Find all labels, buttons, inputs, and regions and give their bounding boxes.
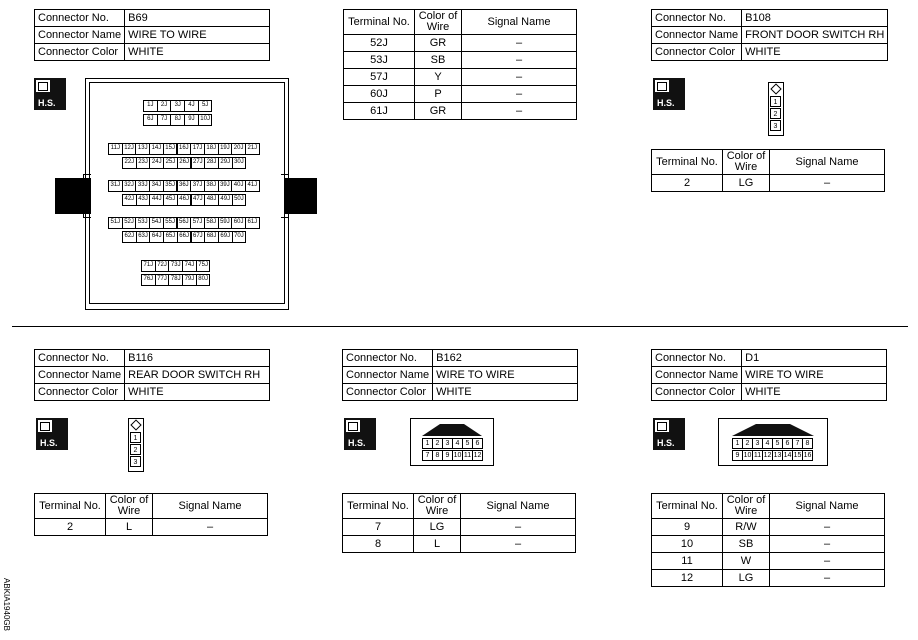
- terminal-row: [652, 519, 885, 536]
- wire-color-cell: SB: [415, 52, 462, 69]
- signal-name-cell: –: [462, 35, 577, 52]
- b69-pin: 16J: [177, 143, 192, 155]
- b108-connector-color-label: Connector Color: [652, 44, 742, 61]
- wire-color-cell: LG: [414, 519, 461, 536]
- b69-pin: 54J: [149, 217, 164, 229]
- b69-pin: 40J: [231, 180, 246, 192]
- b116-terminal-table: [34, 493, 268, 536]
- b162-connector-name-label: Connector Name: [343, 367, 433, 384]
- b69-pin: 49J: [218, 194, 233, 206]
- b108-pin: 2: [770, 108, 781, 119]
- b108-terminal-table: [651, 149, 885, 192]
- b69-info-table: [34, 9, 270, 61]
- b69-pin: 41J: [245, 180, 260, 192]
- b69-pin: 59J: [218, 217, 233, 229]
- b162-pin: 6: [472, 438, 483, 449]
- b69-pin: 31J: [108, 180, 123, 192]
- b69-pin: 46J: [177, 194, 192, 206]
- b69-pin: 2J: [157, 100, 172, 112]
- hs-harness-side-icon: H.S.: [653, 78, 685, 110]
- d1-connector-name-label: Connector Name: [652, 367, 742, 384]
- b69-pin: 65J: [163, 231, 178, 243]
- b162-terminal-table: [342, 493, 576, 553]
- b116-info-table: [34, 349, 270, 401]
- b69-pin: 24J: [149, 157, 164, 169]
- b69-connector-no-value: B69: [125, 10, 270, 27]
- b69-pin: 57J: [190, 217, 205, 229]
- terminal-row: [652, 553, 885, 570]
- b69-pin: 73J: [168, 260, 183, 272]
- d1-pin: 12: [763, 452, 772, 459]
- d1-pin: 7: [792, 438, 803, 449]
- d1-connector-no-label: Connector No.: [652, 350, 742, 367]
- b69-pin: 27J: [191, 157, 206, 169]
- wire-color-cell: GR: [415, 103, 462, 120]
- signal-name-cell: –: [770, 570, 885, 587]
- b108-connector-name-value: FRONT DOOR SWITCH RH: [742, 27, 888, 44]
- terminal-row: [344, 86, 577, 103]
- hs-harness-side-icon: H.S.: [34, 78, 66, 110]
- b69-pin: 18J: [204, 143, 219, 155]
- d1-connector-color-value: WHITE: [742, 384, 887, 401]
- b69-pin: 23J: [136, 157, 151, 169]
- terminal-no-cell: 61J: [344, 103, 415, 120]
- b69-pin: 62J: [122, 231, 137, 243]
- d1-connector-face: [718, 418, 828, 466]
- terminal-row: [35, 519, 268, 536]
- b108-connector-no-value: B108: [742, 10, 888, 27]
- b162-pin: 12: [473, 452, 482, 459]
- terminal-no-cell: 53J: [344, 52, 415, 69]
- signal-name-cell: –: [462, 86, 577, 103]
- section-divider: [12, 326, 908, 327]
- b69-pin: 45J: [163, 194, 178, 206]
- wire-color-cell: W: [723, 553, 770, 570]
- d1-connector-name-value: WIRE TO WIRE: [742, 367, 887, 384]
- b69-pin: 35J: [163, 180, 178, 192]
- d1-pin: 2: [742, 438, 753, 449]
- wire-color-cell: LG: [723, 175, 770, 192]
- b108-pin: 1: [770, 96, 781, 107]
- b108-terminal-no-header: Terminal No.: [652, 150, 723, 175]
- b108-pin: 3: [770, 120, 781, 131]
- b69-pin: 63J: [136, 231, 151, 243]
- b69-pin: 1J: [143, 100, 158, 112]
- b69-pin: 28J: [204, 157, 219, 169]
- b162-pin: 2: [432, 438, 443, 449]
- b69-color-header: Color of Wire: [415, 10, 462, 35]
- terminal-no-cell: 11: [652, 553, 723, 570]
- b69-pin: 10J: [198, 114, 213, 126]
- b162-connector-face: [410, 418, 494, 466]
- b69-pin: 39J: [218, 180, 233, 192]
- b108-info-table: [651, 9, 888, 61]
- b69-pin: 32J: [122, 180, 137, 192]
- b69-pin: 5J: [198, 100, 213, 112]
- d1-terminal-table: [651, 493, 885, 587]
- b108-connector-no-label: Connector No.: [652, 10, 742, 27]
- b69-pin: 34J: [149, 180, 164, 192]
- d1-pin: 14: [783, 452, 792, 459]
- b162-pin: 11: [463, 452, 472, 459]
- b69-connector-color-label: Connector Color: [35, 44, 125, 61]
- b69-pin: 66J: [177, 231, 192, 243]
- b69-signal-header: Signal Name: [462, 10, 577, 35]
- b69-pin: 30J: [232, 157, 247, 169]
- b162-pin: 1: [422, 438, 433, 449]
- b162-connector-color-value: WHITE: [433, 384, 578, 401]
- b69-pin: 68J: [204, 231, 219, 243]
- b162-pin: 8: [432, 450, 443, 461]
- d1-pin: 4: [762, 438, 773, 449]
- b69-pin: 71J: [141, 260, 156, 272]
- b69-pin: 55J: [163, 217, 178, 229]
- b69-pin: 47J: [191, 194, 206, 206]
- wire-color-cell: L: [106, 519, 153, 536]
- d1-pin: 8: [802, 438, 813, 449]
- terminal-row: [344, 35, 577, 52]
- b69-pin: 25J: [163, 157, 178, 169]
- b69-connector-name-value: WIRE TO WIRE: [125, 27, 270, 44]
- b69-pin: 3J: [170, 100, 185, 112]
- b69-pin: 22J: [122, 157, 137, 169]
- b69-pin: 58J: [204, 217, 219, 229]
- hs-harness-side-icon: H.S.: [653, 418, 685, 450]
- terminal-no-cell: 2: [652, 175, 723, 192]
- b69-connector-name-label: Connector Name: [35, 27, 125, 44]
- wire-color-cell: P: [415, 86, 462, 103]
- terminal-no-cell: 52J: [344, 35, 415, 52]
- wire-color-cell: Y: [415, 69, 462, 86]
- b69-pin: 80J: [196, 274, 211, 286]
- b69-pin: 20J: [231, 143, 246, 155]
- signal-name-cell: –: [462, 103, 577, 120]
- b69-pin: 74J: [182, 260, 197, 272]
- b69-pin: 51J: [108, 217, 123, 229]
- wire-color-cell: GR: [415, 35, 462, 52]
- b69-terminal-table: [343, 9, 577, 120]
- b116-connector-no-label: Connector No.: [35, 350, 125, 367]
- d1-connector-no-value: D1: [742, 350, 887, 367]
- b69-terminal-no-header: Terminal No.: [344, 10, 415, 35]
- b162-connector-no-label: Connector No.: [343, 350, 433, 367]
- d1-connector-color-label: Connector Color: [652, 384, 742, 401]
- d1-pin: 10: [743, 452, 752, 459]
- b69-pin: 9J: [184, 114, 199, 126]
- b69-pin: 77J: [155, 274, 170, 286]
- d1-terminal-no-header: Terminal No.: [652, 494, 723, 519]
- b162-pin: 7: [422, 450, 433, 461]
- terminal-no-cell: 8: [343, 536, 414, 553]
- b69-pin: 21J: [245, 143, 260, 155]
- b69-pin: 38J: [204, 180, 219, 192]
- terminal-no-cell: 60J: [344, 86, 415, 103]
- b69-pin: 14J: [149, 143, 164, 155]
- b116-pin: 2: [130, 444, 141, 455]
- b162-terminal-no-header: Terminal No.: [343, 494, 414, 519]
- b162-connector-name-value: WIRE TO WIRE: [433, 367, 578, 384]
- b69-pin: 70J: [232, 231, 247, 243]
- b116-pin: 1: [130, 432, 141, 443]
- b69-pin: 79J: [182, 274, 197, 286]
- b108-color-header: Color of Wire: [723, 150, 770, 175]
- hs-harness-side-icon: H.S.: [36, 418, 68, 450]
- d1-pin: 16: [803, 452, 812, 459]
- signal-name-cell: –: [770, 536, 885, 553]
- b69-pin: 7J: [157, 114, 172, 126]
- hs-harness-side-icon: H.S.: [344, 418, 376, 450]
- b162-pin: 9: [442, 450, 453, 461]
- b69-pin: 4J: [184, 100, 199, 112]
- b116-connector-color-value: WHITE: [125, 384, 270, 401]
- d1-signal-header: Signal Name: [770, 494, 885, 519]
- b162-pin: 3: [442, 438, 453, 449]
- b69-pin: 8J: [170, 114, 185, 126]
- b162-connector-color-label: Connector Color: [343, 384, 433, 401]
- b116-connector-no-value: B116: [125, 350, 270, 367]
- terminal-row: [344, 103, 577, 120]
- signal-name-cell: –: [462, 69, 577, 86]
- terminal-row: [344, 52, 577, 69]
- b69-pin: 69J: [218, 231, 233, 243]
- b69-pin: 19J: [218, 143, 233, 155]
- b162-pin: 5: [462, 438, 473, 449]
- d1-info-table: [651, 349, 887, 401]
- b116-signal-header: Signal Name: [153, 494, 268, 519]
- b69-pin: 53J: [135, 217, 150, 229]
- terminal-row: [344, 69, 577, 86]
- b69-pin: 64J: [149, 231, 164, 243]
- b69-pin: 11J: [108, 143, 123, 155]
- b69-pin: 61J: [245, 217, 260, 229]
- terminal-no-cell: 57J: [344, 69, 415, 86]
- signal-name-cell: –: [770, 553, 885, 570]
- b69-pin: 15J: [163, 143, 178, 155]
- terminal-no-cell: 2: [35, 519, 106, 536]
- b69-pin: 37J: [190, 180, 205, 192]
- d1-pin: 6: [782, 438, 793, 449]
- d1-pin: 9: [732, 450, 743, 461]
- b116-terminal-no-header: Terminal No.: [35, 494, 106, 519]
- b116-connector-name-label: Connector Name: [35, 367, 125, 384]
- terminal-row: [343, 519, 576, 536]
- b69-pin: 78J: [168, 274, 183, 286]
- b108-connector-color-value: WHITE: [742, 44, 888, 61]
- b69-pin: 48J: [204, 194, 219, 206]
- b108-connector-name-label: Connector Name: [652, 27, 742, 44]
- wire-color-cell: SB: [723, 536, 770, 553]
- terminal-no-cell: 12: [652, 570, 723, 587]
- d1-color-header: Color of Wire: [723, 494, 770, 519]
- b69-pin: 12J: [122, 143, 137, 155]
- b69-pin: 50J: [232, 194, 247, 206]
- b69-pin: 72J: [155, 260, 170, 272]
- signal-name-cell: –: [770, 175, 885, 192]
- b162-pin: 10: [453, 452, 462, 459]
- wire-color-cell: LG: [723, 570, 770, 587]
- b69-pin: 76J: [141, 274, 156, 286]
- b69-pin: 29J: [218, 157, 233, 169]
- terminal-no-cell: 10: [652, 536, 723, 553]
- b69-pin: 67J: [191, 231, 206, 243]
- b69-pin: 43J: [136, 194, 151, 206]
- d1-pin: 3: [752, 438, 763, 449]
- d1-pin: 13: [773, 452, 782, 459]
- b69-pin: 52J: [122, 217, 137, 229]
- b162-signal-header: Signal Name: [461, 494, 576, 519]
- b69-pin: 33J: [135, 180, 150, 192]
- b69-pin: 26J: [177, 157, 192, 169]
- b69-connector-face: [55, 78, 317, 310]
- terminal-row: [652, 570, 885, 587]
- b108-signal-header: Signal Name: [770, 150, 885, 175]
- b69-pin: 75J: [196, 260, 211, 272]
- b69-pin: 44J: [149, 194, 164, 206]
- b69-connector-color-value: WHITE: [125, 44, 270, 61]
- b69-pin: 56J: [177, 217, 192, 229]
- b162-info-table: [342, 349, 578, 401]
- terminal-row: [652, 536, 885, 553]
- d1-pin: 5: [772, 438, 783, 449]
- wire-color-cell: R/W: [723, 519, 770, 536]
- b116-connector-name-value: REAR DOOR SWITCH RH: [125, 367, 270, 384]
- terminal-no-cell: 9: [652, 519, 723, 536]
- signal-name-cell: –: [461, 536, 576, 553]
- signal-name-cell: –: [461, 519, 576, 536]
- b69-pin: 6J: [143, 114, 158, 126]
- b162-pin: 4: [452, 438, 463, 449]
- b162-connector-no-value: B162: [433, 350, 578, 367]
- d1-pin: 11: [753, 452, 762, 459]
- b116-pin: 3: [130, 456, 141, 467]
- wire-color-cell: L: [414, 536, 461, 553]
- b69-connector-no-label: Connector No.: [35, 10, 125, 27]
- signal-name-cell: –: [462, 52, 577, 69]
- b116-connector-face: [128, 418, 144, 472]
- b69-pin: 13J: [135, 143, 150, 155]
- terminal-row: [652, 175, 885, 192]
- d1-pin: 1: [732, 438, 743, 449]
- b116-connector-color-label: Connector Color: [35, 384, 125, 401]
- terminal-no-cell: 7: [343, 519, 414, 536]
- b162-color-header: Color of Wire: [414, 494, 461, 519]
- b108-connector-face: [768, 82, 784, 136]
- figure-code: ABKIA1940GB: [1, 578, 11, 631]
- signal-name-cell: –: [770, 519, 885, 536]
- b69-pin: 36J: [177, 180, 192, 192]
- b116-color-header: Color of Wire: [106, 494, 153, 519]
- b69-pin: 42J: [122, 194, 137, 206]
- b69-pin: 17J: [190, 143, 205, 155]
- d1-pin: 15: [793, 452, 802, 459]
- b69-pin: 60J: [231, 217, 246, 229]
- terminal-row: [343, 536, 576, 553]
- signal-name-cell: –: [153, 519, 268, 536]
